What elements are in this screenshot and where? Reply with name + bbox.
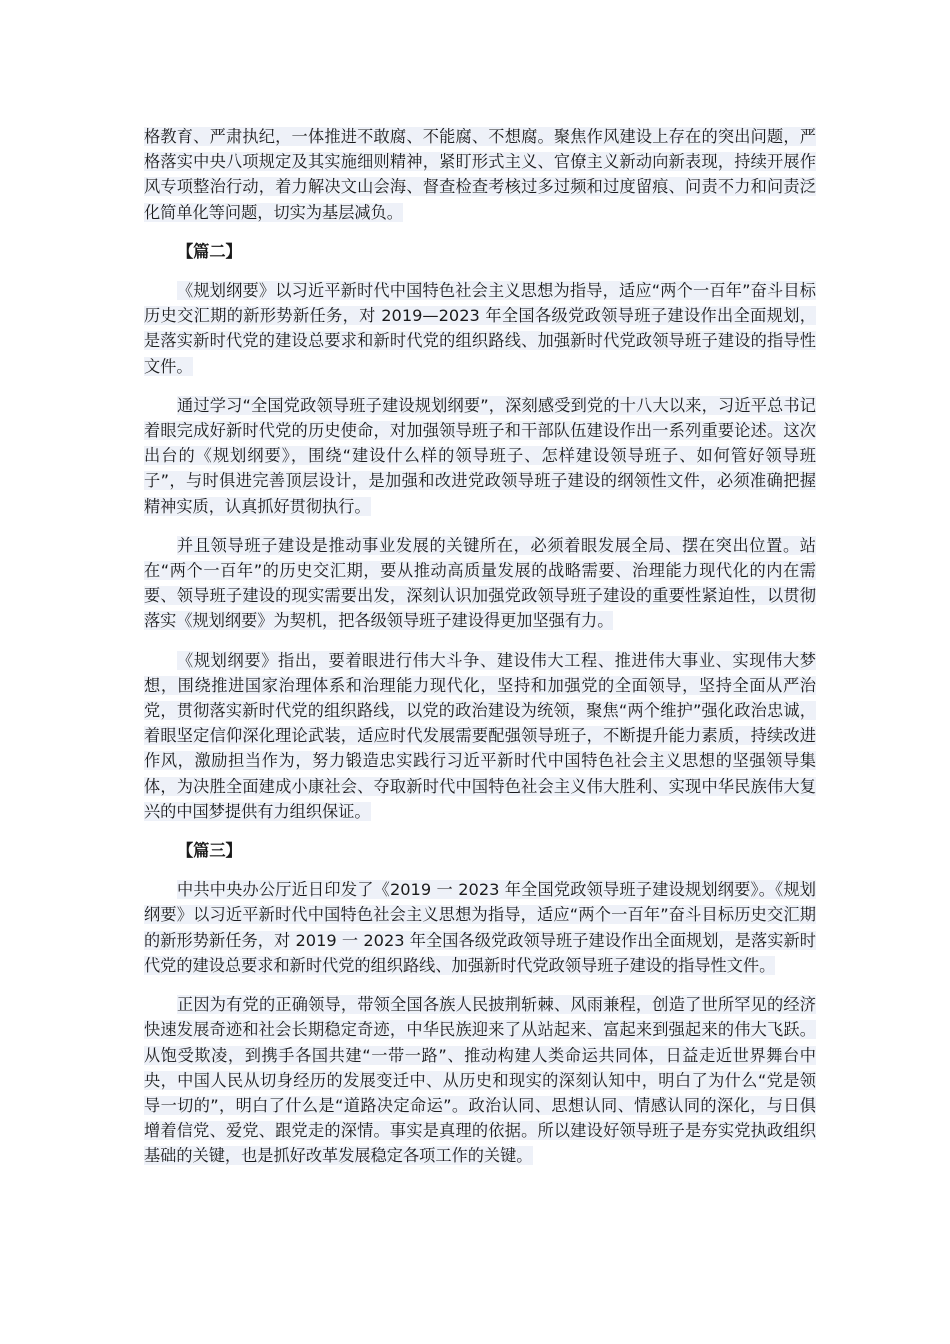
paragraph-3-text: 通过学习“全国党政领导班子建设规划纲要”，深刻感受到党的十八大以来，习近平总书记着眼完成好新时代党的历史使命，对加强领导班子和干部队伍建设作出一系列重要论述。这次出台的《规划纲要》，围绕“建设什么样的领导班子、怎样建设领导班子、如何管好领导班子”，与时俱进完善顶层设计，是加强和改进党政领导班子建设的纲领性文件，必须准确把握精神实质，认真抓好贯彻执行。 [144, 395, 816, 516]
section-heading-2: 【篇二】 [177, 241, 242, 261]
paragraph-7 [144, 992, 816, 1168]
paragraph-2 [144, 278, 816, 379]
paragraph-5 [144, 648, 816, 824]
paragraph-1 [144, 124, 816, 225]
paragraph-7-text: 正因为有党的正确领导，带领全国各族人民披荆斩棘、风雨兼程，创造了世所罕见的经济快速发展奇迹和社会长期稳定奇迹，中华民族迎来了从站起来、富起来到强起来的伟大飞跃。从饱受欺凌，到携手各国共建“一带一路”、推动构建人类命运共同体，日益走近世界舞台中央，中国人民从切身经历的发展变迁中、从历史和现实的深刻认知中，明白了为什么“党是领导一切的”，明白了什么是“道路决定命运”。政治认同、思想认同、情感认同的深化，与日俱增着信党、爱党、跟党走的深情。事实是真理的依据。所以建设好领导班子是夯实党执政组织基础的关键，也是抓好改革发展稳定各项工作的关键。 [144, 995, 816, 1166]
paragraph-4-text: 并且领导班子建设是推动事业发展的关键所在，必须着眼发展全局、摆在突出位置。站在“两个一百年”的历史交汇期，要从推动高质量发展的战略需要、治理能力现代化的内在需要、领导班子建设的现实需要出发，深刻认识加强党政领导班子建设的重要性紧迫性，以贯彻落实《规划纲要》为契机，把各级领导班子建设得更加坚强有力。 [144, 535, 816, 631]
paragraph-1-text: 格教育、严肃执纪，一体推进不敢腐、不能腐、不想腐。聚焦作风建设上存在的突出问题，严格落实中央八项规定及其实施细则精神，紧盯形式主义、官僚主义新动向新表现，持续开展作风专项整治行动，着力解决文山会海、督查检查考核过多过频和过度留痕、问责不力和问责泛化简单化等问题，切实为基层减负。 [144, 127, 816, 222]
paragraph-4 [144, 533, 816, 634]
paragraph-2-text: 《规划纲要》以习近平新时代中国特色社会主义思想为指导，适应“两个一百年”奋斗目标历史交汇期的新形势新任务，对 2019—2023 年全国各级党政领导班子建设作出全面规划，是落实新时代党的建设总要求和新时代党的组织路线、加强新时代党政领导班子建设的指导性文件。 [144, 281, 816, 376]
section-heading-3: 【篇三】 [177, 841, 242, 861]
paragraph-6 [144, 877, 816, 978]
paragraph-5-text: 《规划纲要》指出，要着眼进行伟大斗争、建设伟大工程、推进伟大事业、实现伟大梦想，围绕推进国家治理体系和治理能力现代化，坚持和加强党的全面领导，坚持全面从严治党，贯彻落实新时代党的组织路线，以党的政治建设为统领，聚焦“两个维护”强化政治忠诚，着眼坚定信仰深化理论武装，适应时代发展需要配强领导班子，不断提升能力素质，持续改进作风，激励担当作为，努力锻造忠实践行习近平新时代中国特色社会主义思想的坚强领导集体，为决胜全面建成小康社会、夺取新时代中国特色社会主义伟大胜利、实现中华民族伟大复兴的中国梦提供有力组织保证。 [144, 650, 816, 821]
paragraph-6-text: 中共中央办公厅近日印发了《2019 一 2023 年全国党政领导班子建设规划纲要》。《规划纲要》以习近平新时代中国特色社会主义思想为指导，适应“两个一百年”奋斗目标历史交汇期的新形势新任务，对 2019 一 2023 年全国各级党政领导班子建设作出全面规划，是落实新时代党的建设总要求和新时代党的组织路线、加强新时代党政领导班子建设的指导性文件。 [144, 880, 816, 975]
document-body [144, 124, 816, 1183]
paragraph-3 [144, 393, 816, 519]
